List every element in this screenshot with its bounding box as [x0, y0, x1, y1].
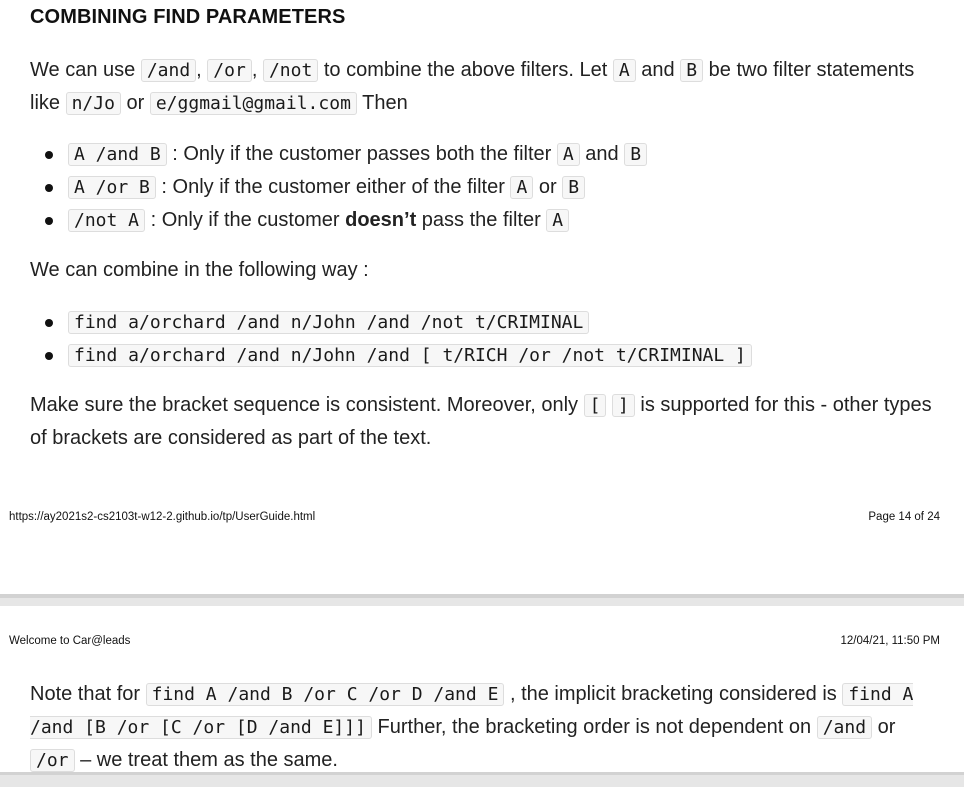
combine-examples-list [30, 306, 752, 372]
bracketed-command-code: find A /and [B /or [C /or [D /and E]]] [30, 684, 914, 738]
example-command-code: find a/orchard /and n/John /and [ t/RICH /or /not t/CRIMINAL ] [68, 344, 752, 367]
rule-code: B [624, 143, 647, 166]
combine-intro-text: We can combine in the following way : [30, 259, 369, 281]
and-operator-code: /and [817, 716, 872, 739]
page-separator [0, 772, 964, 787]
rule-code: A /and B [68, 143, 167, 166]
print-header-title: Welcome to Car@leads [9, 635, 131, 647]
example-name-filter-code: n/Jo [66, 92, 121, 115]
intro-text: , [251, 59, 263, 81]
operator-rules-list [30, 138, 647, 237]
intro-text: , [196, 59, 208, 81]
pdf-page-15 [0, 606, 964, 772]
list-item [30, 171, 647, 204]
note-text: – we treat them as the same. [74, 749, 338, 771]
intro-text: or [120, 92, 150, 114]
rule-text: : Only if the customer [145, 209, 346, 231]
note-text: , the implicit bracketing considered is [504, 683, 843, 705]
rule-text: or [533, 176, 563, 198]
rule-code: A [546, 209, 569, 232]
footer-url: https://ay2021s2-cs2103t-w12-2.github.io/tp/UserGuide.html [9, 511, 316, 523]
note-text: or [872, 716, 896, 738]
implicit-bracketing-paragraph [30, 678, 940, 777]
filter-a-code: A [613, 59, 636, 82]
note-text: is supported for this - other types of brackets are considered as part of the text. [30, 394, 932, 449]
page-separator [0, 594, 964, 606]
list-item [30, 138, 647, 171]
rule-text: and [579, 143, 625, 165]
intro-text: be two filter statements like [30, 59, 915, 114]
example-email-filter-code: e/ggmail@gmail.com [150, 92, 357, 115]
intro-text: to combine the above filters. Let [318, 59, 613, 81]
list-item [30, 339, 752, 372]
command-code: find A /and B /or C /or D /and E [146, 683, 505, 706]
and-operator-code: /and [141, 59, 196, 82]
list-item [30, 306, 752, 339]
intro-text: and [635, 59, 681, 81]
or-operator-code: /or [207, 59, 252, 82]
close-bracket-code: ] [612, 394, 635, 417]
page-number: Page 14 of 24 [868, 511, 940, 523]
rule-text: : Only if the customer either of the filter [155, 176, 511, 198]
list-item [30, 204, 647, 237]
note-text: Make sure the bracket sequence is consistent. Moreover, only [30, 394, 584, 416]
rule-code: A [557, 143, 580, 166]
intro-paragraph [30, 54, 940, 120]
not-operator-code: /not [263, 59, 318, 82]
print-header-datetime: 12/04/21, 11:50 PM [840, 635, 940, 647]
bracket-note-paragraph [30, 389, 940, 454]
section-heading: COMBINING FIND PARAMETERS [30, 6, 346, 28]
note-text: Further, the bracketing order is not dependent on [371, 716, 817, 738]
rule-code: A [510, 176, 533, 199]
filter-b-code: B [680, 59, 703, 82]
example-command-code: find a/orchard /and n/John /and /not t/CRIMINAL [68, 311, 589, 334]
rule-text: pass the filter [416, 209, 547, 231]
note-text: Note that for [30, 683, 146, 705]
rule-code: /not A [68, 209, 145, 232]
intro-text: Then [356, 92, 408, 114]
open-bracket-code: [ [584, 394, 607, 417]
or-operator-code: /or [30, 749, 75, 772]
rule-code: A /or B [68, 176, 156, 199]
rule-code: B [562, 176, 585, 199]
emphasis-text: doesn’t [345, 209, 417, 231]
intro-text: We can use [30, 59, 141, 81]
rule-text: : Only if the customer passes both the filter [166, 143, 557, 165]
